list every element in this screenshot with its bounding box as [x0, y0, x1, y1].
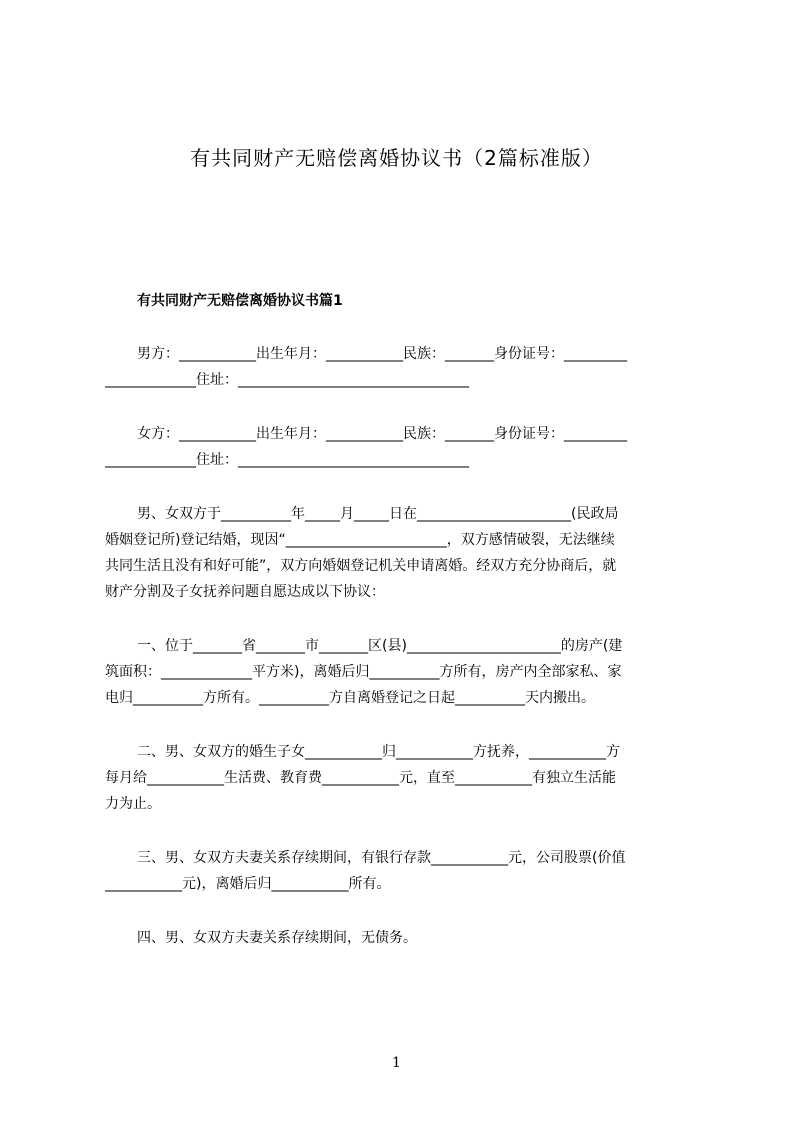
- paragraph-line: ___________元)，离婚后归___________所有。: [105, 876, 391, 892]
- paragraph-line: _____________住址：_________________________________: [105, 372, 469, 388]
- paragraph-clause-3: [105, 845, 705, 897]
- paragraph-line: 婚姻登记所)登记结婚，现因“_______________________，双方感情破裂，无法继续: [105, 532, 615, 548]
- paragraph-male-party: [105, 341, 705, 393]
- section-heading: 有共同财产无赔偿离婚协议书篇1: [137, 293, 343, 309]
- paragraph-line: 二、男、女双方的婚生子女___________归___________方抚养，___________方: [137, 744, 620, 760]
- paragraph-line: 力为止。: [105, 796, 161, 812]
- paragraph-clause-1: [105, 633, 705, 711]
- paragraph-line: 共同生活且没有和好可能”，双方向婚姻登记机关申请离婚。经双方充分协商后，就: [105, 558, 617, 574]
- paragraph-clause-2: [105, 739, 705, 817]
- paragraph-female-party: [105, 421, 705, 473]
- paragraph-line: 一、位于_______省_______市_______区(县)______________________的房产(建: [137, 638, 623, 654]
- paragraph-line: 男方：___________出生年月：___________民族：_______身份证号：_________: [137, 346, 627, 362]
- paragraph-line: 三、男、女双方夫妻关系存续期间，有银行存款___________元，公司股票(价值: [137, 850, 626, 866]
- paragraph-line: 筑面积：_____________平方米)，离婚后归__________方所有，房产内全部家私、家: [105, 664, 622, 680]
- paragraph-marriage-info: [105, 501, 705, 605]
- paragraph-line: 男、女双方于__________年_____月_____日在______________________(民政局: [137, 506, 619, 522]
- document-title: 有共同财产无赔偿离婚协议书（2篇标准版）: [190, 146, 603, 170]
- paragraph-line: _____________住址：_________________________________: [105, 452, 469, 468]
- paragraph-line: 四、男、女双方夫妻关系存续期间，无债务。: [137, 930, 417, 946]
- paragraph-line: 电归__________方所有。__________方自离婚登记之日起__________天内搬出。: [105, 690, 595, 706]
- page-number: 1: [392, 1055, 401, 1071]
- paragraph-line: 每月给___________生活费、教育费___________元，直至___________有独立生活能: [105, 770, 616, 786]
- paragraph-line: 女方：___________出生年月：___________民族：_______身份证号：_________: [137, 426, 627, 442]
- paragraph-line: 财产分割及子女抚养问题自愿达成以下协议：: [105, 584, 385, 600]
- paragraph-clause-4: [105, 925, 705, 951]
